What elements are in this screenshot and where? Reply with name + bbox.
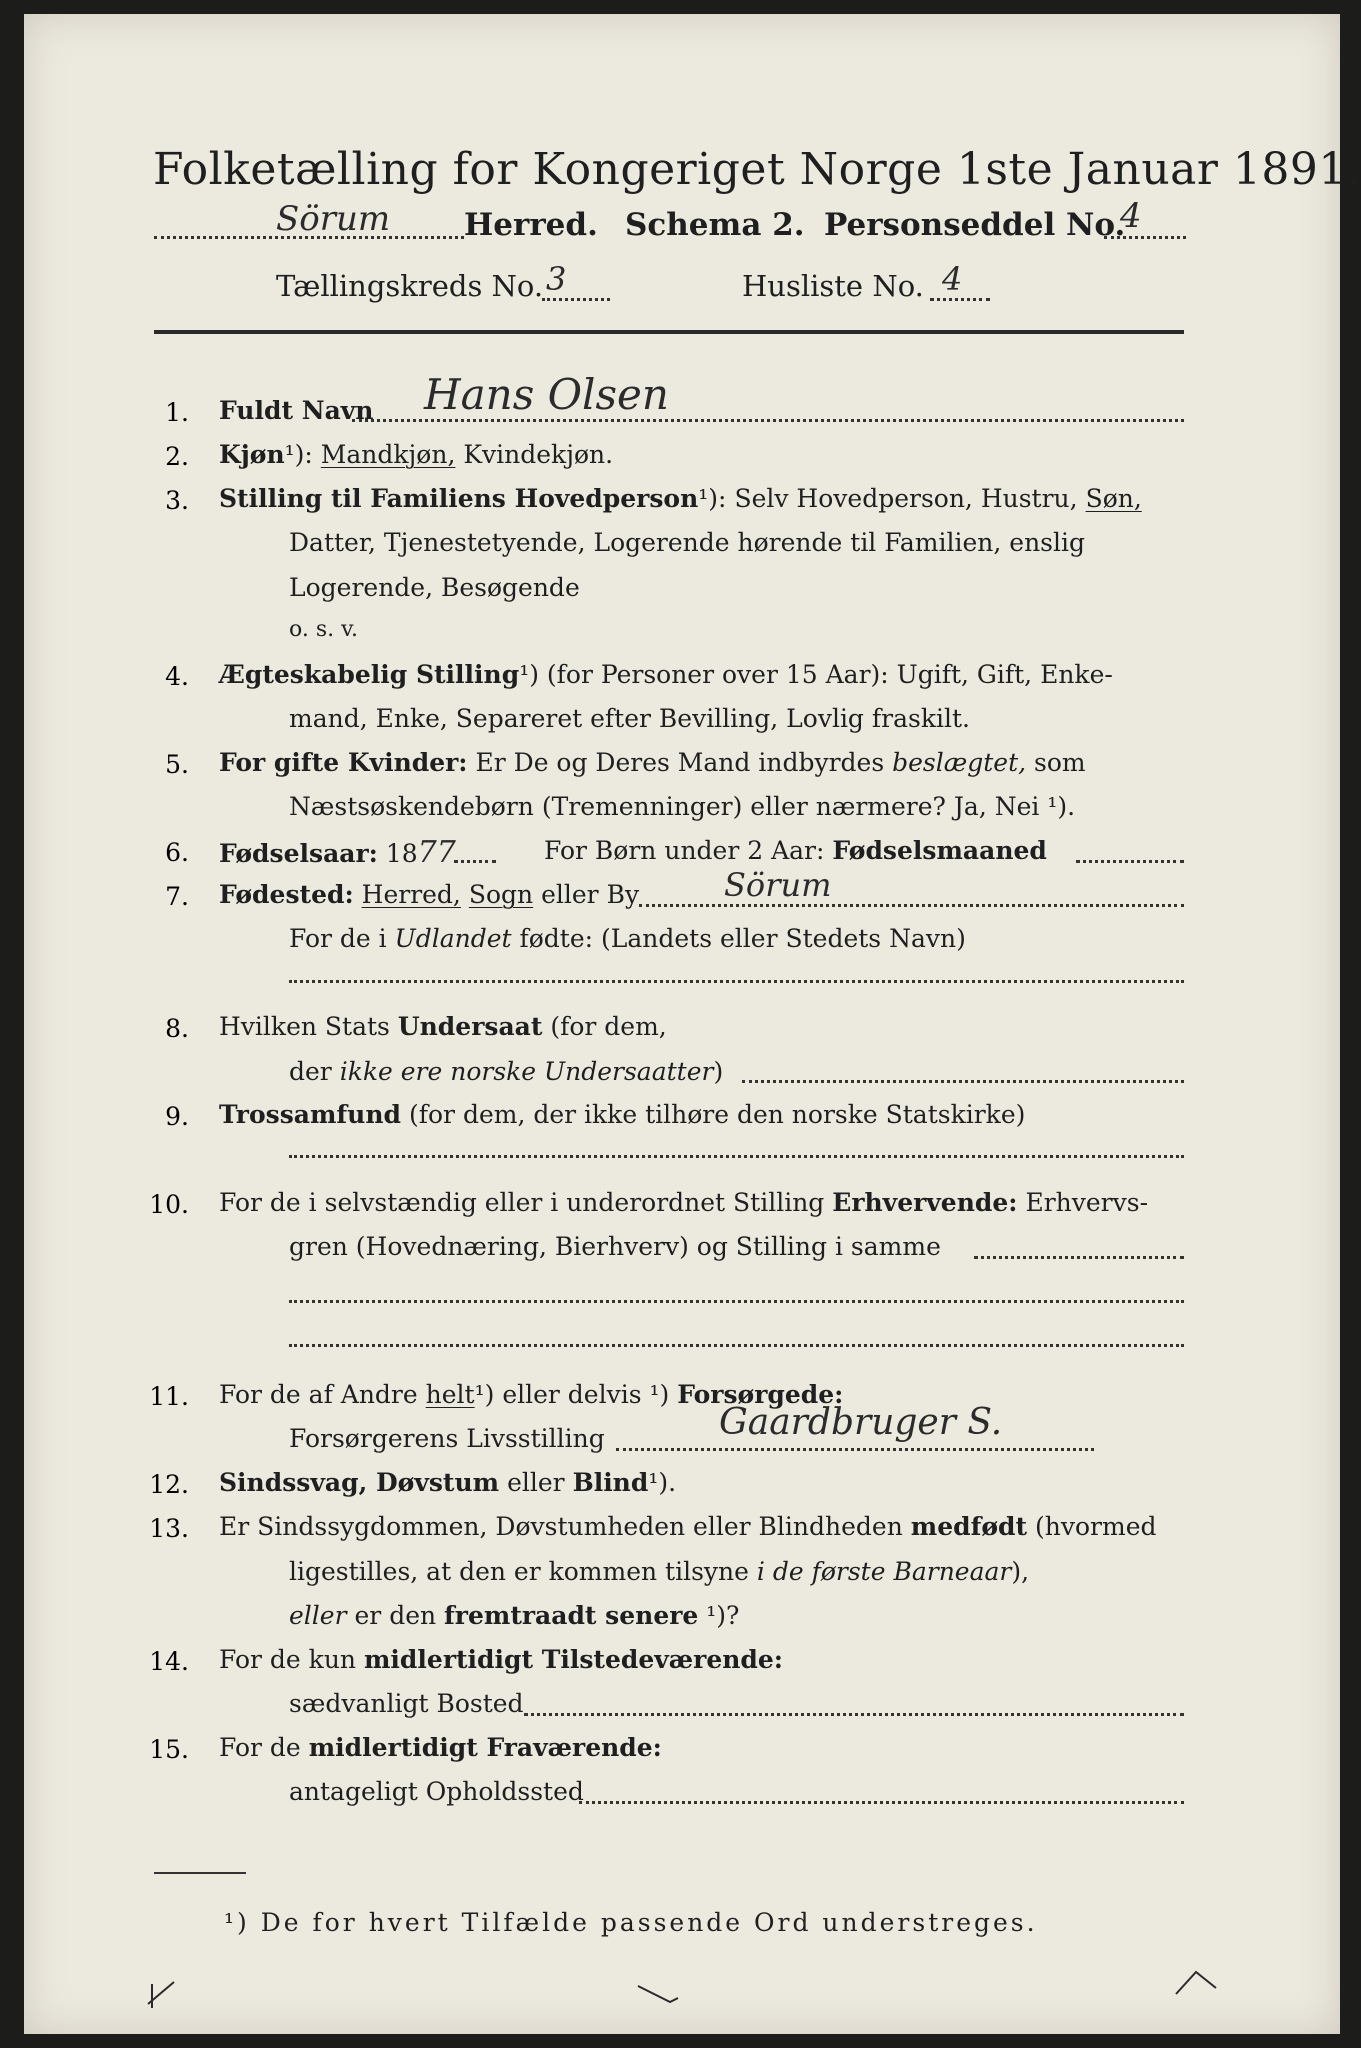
q12-text-a: Sindssvag, Døvstum xyxy=(219,1468,500,1497)
q6-line-b xyxy=(544,838,1047,863)
q5-text-beslaegtet: beslægtet, xyxy=(892,748,1027,777)
q12-text-d: ¹). xyxy=(648,1468,677,1497)
q14-line-2: sædvanligt Bosted xyxy=(289,1689,524,1718)
q3-line-2: Datter, Tjenestetyende, Logerende hørende til Familien, enslig xyxy=(289,528,1086,557)
q7-value: Sörum xyxy=(724,866,832,904)
q8-line-2 xyxy=(289,1059,723,1084)
personseddel-value: 4 xyxy=(1120,196,1142,236)
q4-label: Ægteskabelig Stilling xyxy=(219,660,520,689)
q11-value: Gaardbruger S. xyxy=(719,1402,1003,1443)
q3-line-1 xyxy=(219,486,1142,511)
q2-line xyxy=(219,442,613,467)
q12-text-blind: Blind xyxy=(572,1468,649,1497)
q4-number: 4. xyxy=(165,662,189,691)
q11-line-2: Forsørgerens Livsstilling xyxy=(289,1424,605,1453)
q8-text-der: der xyxy=(289,1057,332,1086)
q14-text-a: For de kun xyxy=(219,1645,357,1674)
q11-dotted-line xyxy=(616,1448,1094,1451)
q7-text-udlandet: Udlandet xyxy=(394,924,512,953)
q5-line-1 xyxy=(219,750,1086,775)
q10-line-1 xyxy=(219,1190,1148,1215)
q7-label: Fødested: xyxy=(219,880,354,909)
q3-opts-1: Selv Hovedperson, Hustru, xyxy=(734,484,1078,513)
kreds-dotted-line xyxy=(542,298,610,301)
q14-line-1 xyxy=(219,1647,783,1672)
husliste-value: 4 xyxy=(942,260,963,298)
q7-opt-by: eller By xyxy=(541,880,640,909)
q2-opt-mandkjon: Mandkjøn, xyxy=(320,440,456,469)
q13-text-3a: eller xyxy=(289,1601,347,1630)
q8-text-italic: ikke ere norske Undersaatter xyxy=(339,1057,714,1086)
q3-sup: ¹): xyxy=(698,484,727,513)
q13-number: 13. xyxy=(149,1514,189,1543)
form-title: Folketælling for Kongeriget Norge 1ste Januar 1891. xyxy=(153,144,1361,195)
footnote-text: ¹) De for hvert Tilfælde passende Ord understreges. xyxy=(224,1908,1038,1937)
q15-number: 15. xyxy=(149,1735,189,1764)
q10-number: 10. xyxy=(149,1190,189,1219)
q10-dotted-line-3 xyxy=(289,1344,1184,1347)
q10-text-c: Erhvervs- xyxy=(1025,1188,1149,1217)
q8-line-1 xyxy=(219,1014,667,1039)
q11-number: 11. xyxy=(149,1382,189,1411)
q7-foreign-dotted-line xyxy=(289,980,1184,983)
personseddel-dotted-line xyxy=(1104,236,1186,239)
footnote-rule xyxy=(154,1872,246,1874)
q15-text-b: midlertidigt Fraværende: xyxy=(308,1733,662,1762)
q15-dotted-line xyxy=(579,1801,1184,1804)
kreds-label: Tællingskreds No. xyxy=(276,269,544,303)
q1-number: 1. xyxy=(165,398,189,427)
q5-text-1: Er De og Deres Mand indbyrdes xyxy=(475,748,885,777)
q3-line-4: o. s. v. xyxy=(289,617,358,642)
q3-line-3: Logerende, Besøgende xyxy=(289,573,580,602)
q3-number: 3. xyxy=(165,486,189,515)
q9-text: (for dem, der ikke tilhøre den norske Statskirke) xyxy=(408,1100,1026,1129)
q11-text-forsorgede: Forsørgede: xyxy=(677,1380,844,1409)
q13-text-2c: ), xyxy=(1011,1557,1030,1586)
q11-opt-helt: helt xyxy=(425,1380,475,1409)
q12-text-eller: eller xyxy=(507,1468,565,1497)
q13-text-3c: fremtraadt senere xyxy=(444,1601,699,1630)
q13-text-2b: i de første Barneaar xyxy=(756,1557,1012,1586)
q13-text-2a: ligestilles, at den er kommen tilsyne xyxy=(289,1557,749,1586)
q4-line-2: mand, Enke, Separeret efter Bevilling, Lovlig fraskilt. xyxy=(289,704,970,733)
q6-number: 6. xyxy=(165,838,189,867)
q8-text-a: Hvilken Stats xyxy=(219,1012,390,1041)
q3-opt-son: Søn, xyxy=(1085,484,1142,513)
q8-text-paren: ) xyxy=(713,1057,724,1086)
q8-dotted-line xyxy=(742,1080,1184,1083)
q5-text-som: som xyxy=(1034,748,1086,777)
q10-dotted-line-1 xyxy=(974,1256,1184,1259)
ink-mark-left xyxy=(144,1974,184,2014)
q12-number: 12. xyxy=(149,1470,189,1499)
q10-text-a: For de i selvstændig eller i underordnet Stilling xyxy=(219,1188,825,1217)
q7-text-c: fødte: (Landets eller Stedets Navn) xyxy=(519,924,966,953)
q5-label: For gifte Kvinder: xyxy=(219,748,468,777)
herred-value: Sörum xyxy=(276,199,391,239)
q12-line xyxy=(219,1470,676,1495)
q2-sup: ¹): xyxy=(284,440,313,469)
ink-mark-center xyxy=(634,1980,684,2010)
q6-label: Fødselsaar: xyxy=(219,839,378,868)
q9-number: 9. xyxy=(165,1102,189,1131)
q10-line-2: gren (Hovednæring, Bierhverv) og Stilling i samme xyxy=(289,1232,941,1261)
q4-text-1: ¹) (for Personer over 15 Aar): Ugift, Gift, Enke- xyxy=(519,660,1113,689)
q13-text-medfodt: medfødt xyxy=(910,1512,1028,1541)
q13-text-3d: ¹)? xyxy=(706,1601,740,1630)
q11-text-a: For de af Andre xyxy=(219,1380,418,1409)
q15-text-a: For de xyxy=(219,1733,301,1762)
header-rule xyxy=(154,330,1184,334)
q1-value: Hans Olsen xyxy=(424,370,669,419)
q5-number: 5. xyxy=(165,750,189,779)
q13-text-c: (hvormed xyxy=(1035,1512,1157,1541)
q6-month-label: Fødselsmaaned xyxy=(832,836,1047,865)
q10-text-erhvervende: Erhvervende: xyxy=(832,1188,1018,1217)
q9-line-1 xyxy=(219,1102,1025,1127)
q8-number: 8. xyxy=(165,1014,189,1043)
q8-text-undersaat: Undersaat xyxy=(397,1012,543,1041)
q13-line-2 xyxy=(289,1559,1029,1584)
q14-text-b: midlertidigt Tilstedeværende: xyxy=(363,1645,784,1674)
q2-opt-kvindekjon: Kvindekjøn. xyxy=(463,440,614,469)
q4-line-1 xyxy=(219,662,1113,687)
q6-child-text: For Børn under 2 Aar: xyxy=(544,836,825,865)
q8-text-c: (for dem, xyxy=(550,1012,667,1041)
q6-prefix: 18 xyxy=(385,839,418,868)
q6-line xyxy=(219,835,456,870)
census-form-sheet xyxy=(24,14,1361,2034)
q3-label: Stilling til Familiens Hovedperson xyxy=(219,484,699,513)
q2-number: 2. xyxy=(165,442,189,471)
q1-label: Fuldt Navn xyxy=(219,396,374,425)
q7-line-1 xyxy=(219,882,639,907)
q6-year-dotted-line xyxy=(454,860,496,863)
husliste-label: Husliste No. xyxy=(742,269,924,303)
q13-text-3b: er den xyxy=(354,1601,437,1630)
q15-line-1 xyxy=(219,1735,662,1760)
husliste-dotted-line xyxy=(930,298,990,301)
q7-number: 7. xyxy=(165,882,189,911)
q7-opt-sogn: Sogn xyxy=(468,880,534,909)
q13-line-1 xyxy=(219,1514,1157,1539)
q7-text-a: For de i xyxy=(289,924,387,953)
q6-month-dotted-line xyxy=(1076,860,1184,863)
q9-dotted-line xyxy=(289,1155,1184,1158)
q7-dotted-line xyxy=(639,904,1184,907)
q2-label: Kjøn xyxy=(219,440,285,469)
kreds-value: 3 xyxy=(546,260,567,298)
q11-text-b: ¹) eller delvis ¹) xyxy=(474,1380,670,1409)
q7-line-2 xyxy=(289,926,966,951)
q10-dotted-line-2 xyxy=(289,1300,1184,1303)
q1-dotted-line xyxy=(352,419,1184,422)
q5-line-2: Næstsøskendebørn (Tremenninger) eller nærmere? Ja, Nei ¹). xyxy=(289,792,1076,821)
q6-value: 77 xyxy=(417,835,456,870)
q13-line-3 xyxy=(289,1603,739,1628)
schema-label: Schema 2. xyxy=(625,207,805,243)
q7-opt-herred: Herred, xyxy=(361,880,461,909)
q15-line-2: antageligt Opholdssted xyxy=(289,1777,584,1806)
ink-mark-right xyxy=(1172,1964,1222,2000)
personseddel-label: Personseddel No. xyxy=(824,207,1126,243)
q14-dotted-line xyxy=(524,1713,1184,1716)
herred-label: Herred. xyxy=(464,207,598,243)
q14-number: 14. xyxy=(149,1647,189,1676)
q9-label: Trossamfund xyxy=(219,1100,402,1129)
q13-text-a: Er Sindssygdommen, Døvstumheden eller Blindheden xyxy=(219,1512,903,1541)
